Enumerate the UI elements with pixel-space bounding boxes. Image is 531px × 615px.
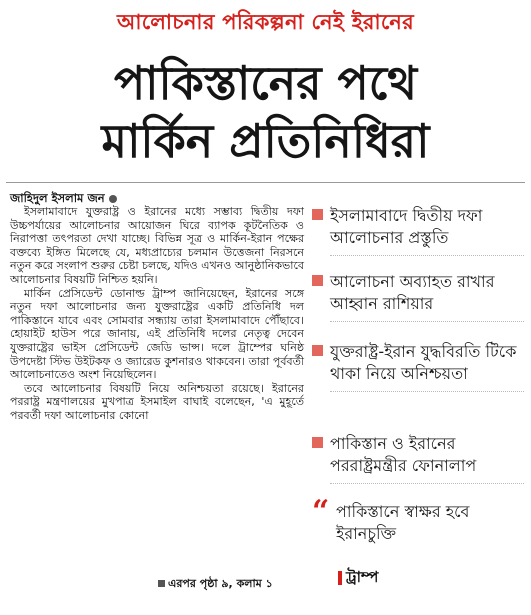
headline-line-1: পাকিস্তানের পথে xyxy=(113,56,418,110)
square-marker-icon xyxy=(312,345,323,356)
article-paragraph: মার্কিন প্রেসিডেন্ট ডোনাল্ড ট্রাম্প জানিয়েছেন, ইরানের সঙ্গে নতুন দফা আলোচনার জন্য যুক্তরাষ্ট্রের একটি প্রতিনিধি দল পাকিস্তানে যাবে এবং সোমবার সন্ধ্যায় তারা ইসলামাবাদে পৌঁছাবে। হোয়াইট হাউস পরে জানায়, এই প্রতিনিধি দলের নেতৃত্ব দেবেন যুক্তরাষ্ট্রের ভাইস প্রেসিডেন্ট জেডি ভান্স। দলে ট্রাম্পের ঘনিষ্ঠ উপদেষ্টা স্টিভ উইটকফ ও জ্যারেড কুশনারও থাকবেন। তারা পূর্ববর্তী আলোচনাতেও অংশ নিয়েছিলেন। xyxy=(10,286,304,382)
quote-mark-icon: “ xyxy=(312,494,330,529)
byline-bullet-icon xyxy=(109,195,117,203)
byline-name: জাহিদুল ইসলাম জন xyxy=(10,191,105,205)
divider xyxy=(6,182,525,183)
quote-text: পাকিস্তানে স্বাক্ষর হবে ইরানচুক্তি xyxy=(336,502,470,543)
highlight-text: আলোচনা অব্যাহত রাখার আহ্বান রাশিয়ার xyxy=(330,271,524,322)
square-marker-icon xyxy=(312,275,323,286)
square-marker-icon xyxy=(312,437,323,448)
article-paragraph: ইসলামাবাদে যুক্তরাষ্ট্র ও ইরানের মধ্যে সম্ভাব্য দ্বিতীয় দফা উচ্চপর্যায়ের আলোচনার আয়োজন ঘিরে ব্যাপক কূটনৈতিক ও নিরাপত্তা তৎপরতা দেখা যাচ্ছে। বিভিন্ন সূত্র ও মার্কিন-ইরান পক্ষের বক্তব্যে ইঙ্গিত মিলেছে যে, মধ্যপ্রাচ্যের চলমান উত্তেজনা নিরসনে নতুন করে সংলাপ শুরুর চেষ্টা চলছে, যদিও এখনও আনুষ্ঠানিকভাবে আলোচনার বিষয়টি নিশ্চিত হয়নি। xyxy=(10,205,304,286)
attribution-bar-icon xyxy=(338,571,342,585)
highlight-text: পাকিস্তান ও ইরানের পররাষ্ট্রমন্ত্রীর ফোনালাপ xyxy=(330,433,524,484)
headline-line-2: মার্কিন প্রতিনিধিরা xyxy=(101,114,430,168)
kicker: আলোচনার পরিকল্পনা নেই ইরানের xyxy=(116,10,414,34)
article-paragraph: তবে আলোচনার বিষয়টি নিয়ে অনিশ্চয়তা রয়েছে। ইরানের পররাষ্ট্র মন্ত্রণালয়ের মুখপাত্র ইসমাইল বাঘাই বলেছেন, 'এ মুহূর্তে পরবর্তী দফা আলোচনার কোনো xyxy=(10,381,304,422)
attribution-name: ট্রাম্প xyxy=(346,568,379,586)
square-marker-icon xyxy=(312,209,323,220)
article-body xyxy=(10,205,304,423)
quote-attribution xyxy=(338,566,378,591)
highlight-text: ইসলামাবাদে দ্বিতীয় দফা আলোচনার প্রস্তুতি xyxy=(330,205,524,256)
continuation-note xyxy=(158,575,273,594)
square-bullet-icon xyxy=(158,580,165,587)
highlight-text: যুক্তরাষ্ট্র-ইরান যুদ্ধবিরতি টিকে থাকা নিয়ে অনিশ্চয়তা xyxy=(330,341,524,392)
continuation-text: এরপর পৃষ্ঠা ৯, কলাম ১ xyxy=(168,577,273,590)
